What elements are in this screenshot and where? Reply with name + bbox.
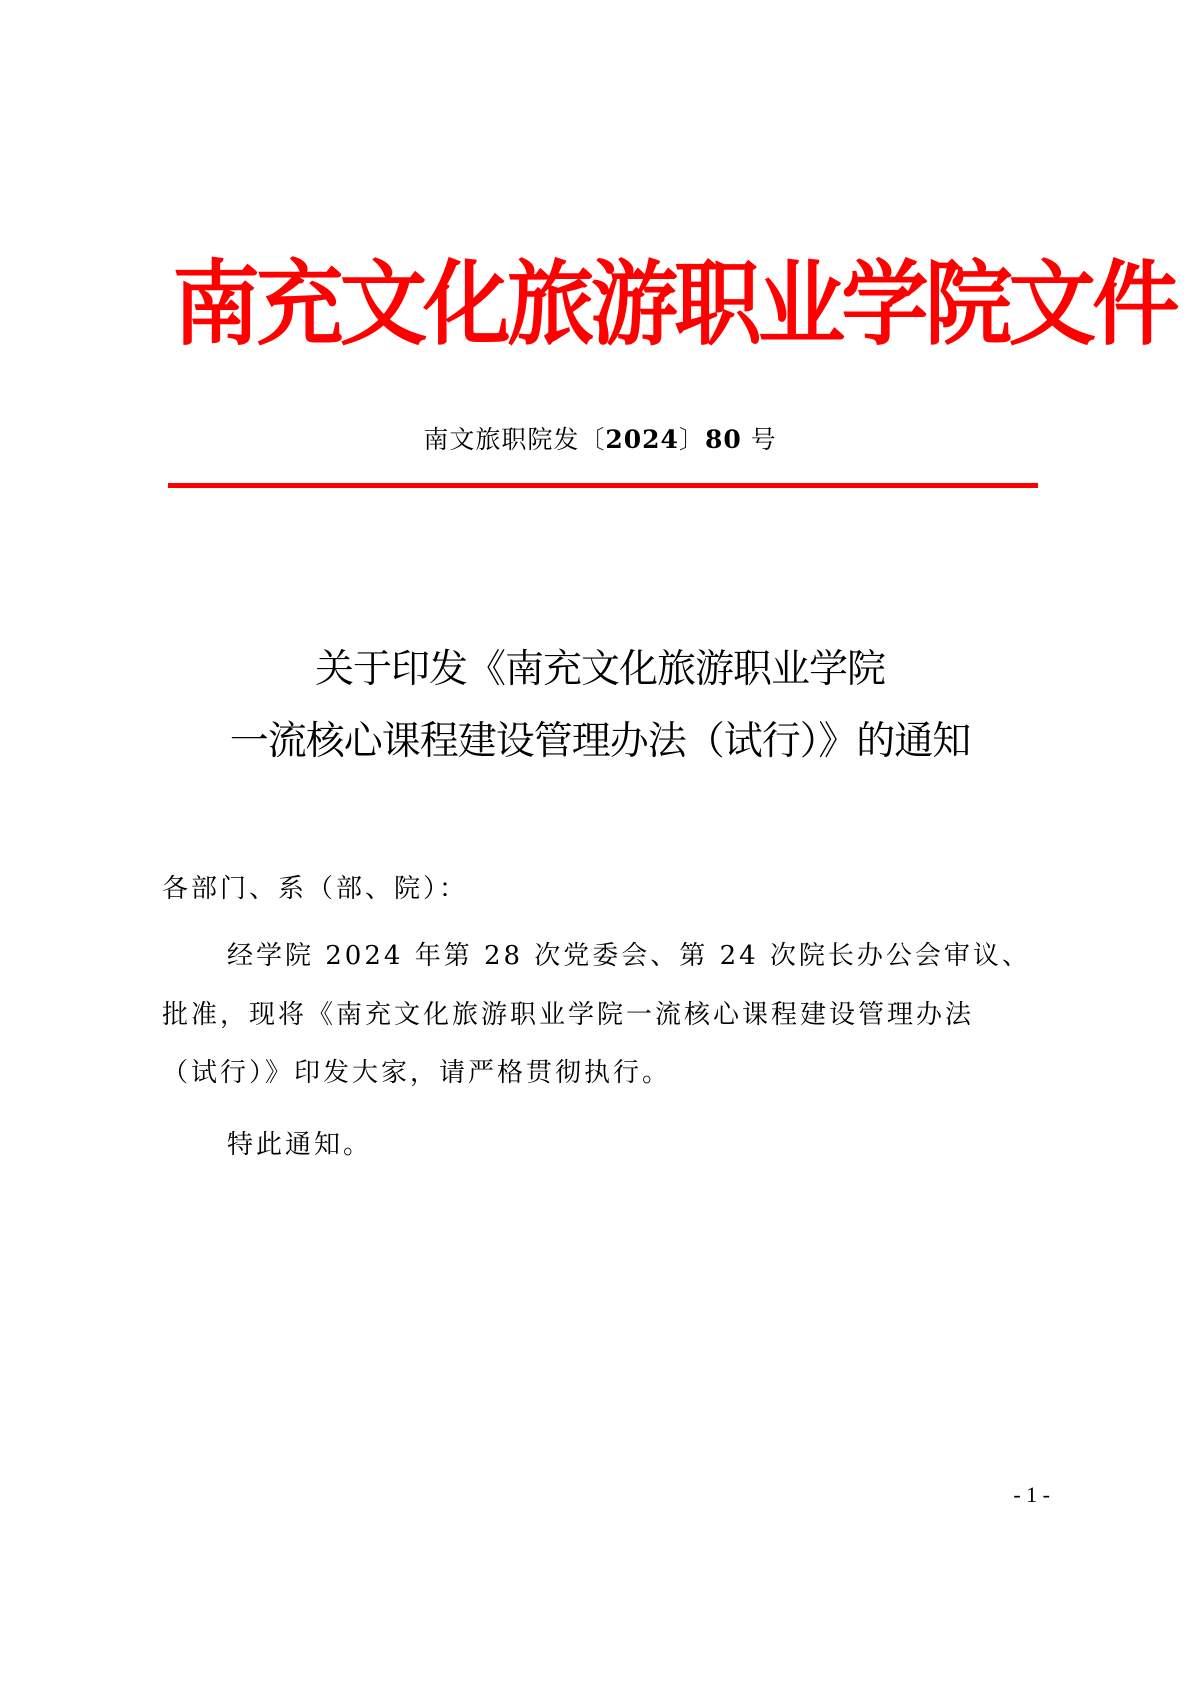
notice-title-line-1: 关于印发《南充文化旅游职业学院 <box>314 647 885 692</box>
doc-number-mid: 〕 <box>678 425 705 454</box>
doc-number-year: 2024 <box>605 425 679 454</box>
document-masthead: 南充文化旅游职业学院文件 <box>172 251 1176 358</box>
document-number <box>150 420 1050 460</box>
doc-number-value: 80 <box>704 425 742 454</box>
page-number: - 1 - <box>1013 1482 1050 1507</box>
red-divider-line <box>168 483 1038 488</box>
closing-remark: 特此通知。 <box>227 1130 373 1160</box>
body-paragraph-line-1: 经学院 2024 年第 28 次党委会、第 24 次院长办公会审议、 <box>227 941 1031 971</box>
doc-number-prefix: 南文旅职院发〔 <box>423 425 606 454</box>
notice-title-line-2: 一流核心课程建设管理办法（试行）》的通知 <box>229 719 971 764</box>
doc-number-suffix: 号 <box>741 425 777 454</box>
salutation: 各部门、系（部、院）： <box>162 874 469 904</box>
body-paragraph-line-3: （试行）》印发大家，请严格贯彻执行。 <box>162 1058 672 1088</box>
body-paragraph-line-2: 批准，现将《南充文化旅游职业学院一流核心课程建设管理办法 <box>162 1000 975 1030</box>
